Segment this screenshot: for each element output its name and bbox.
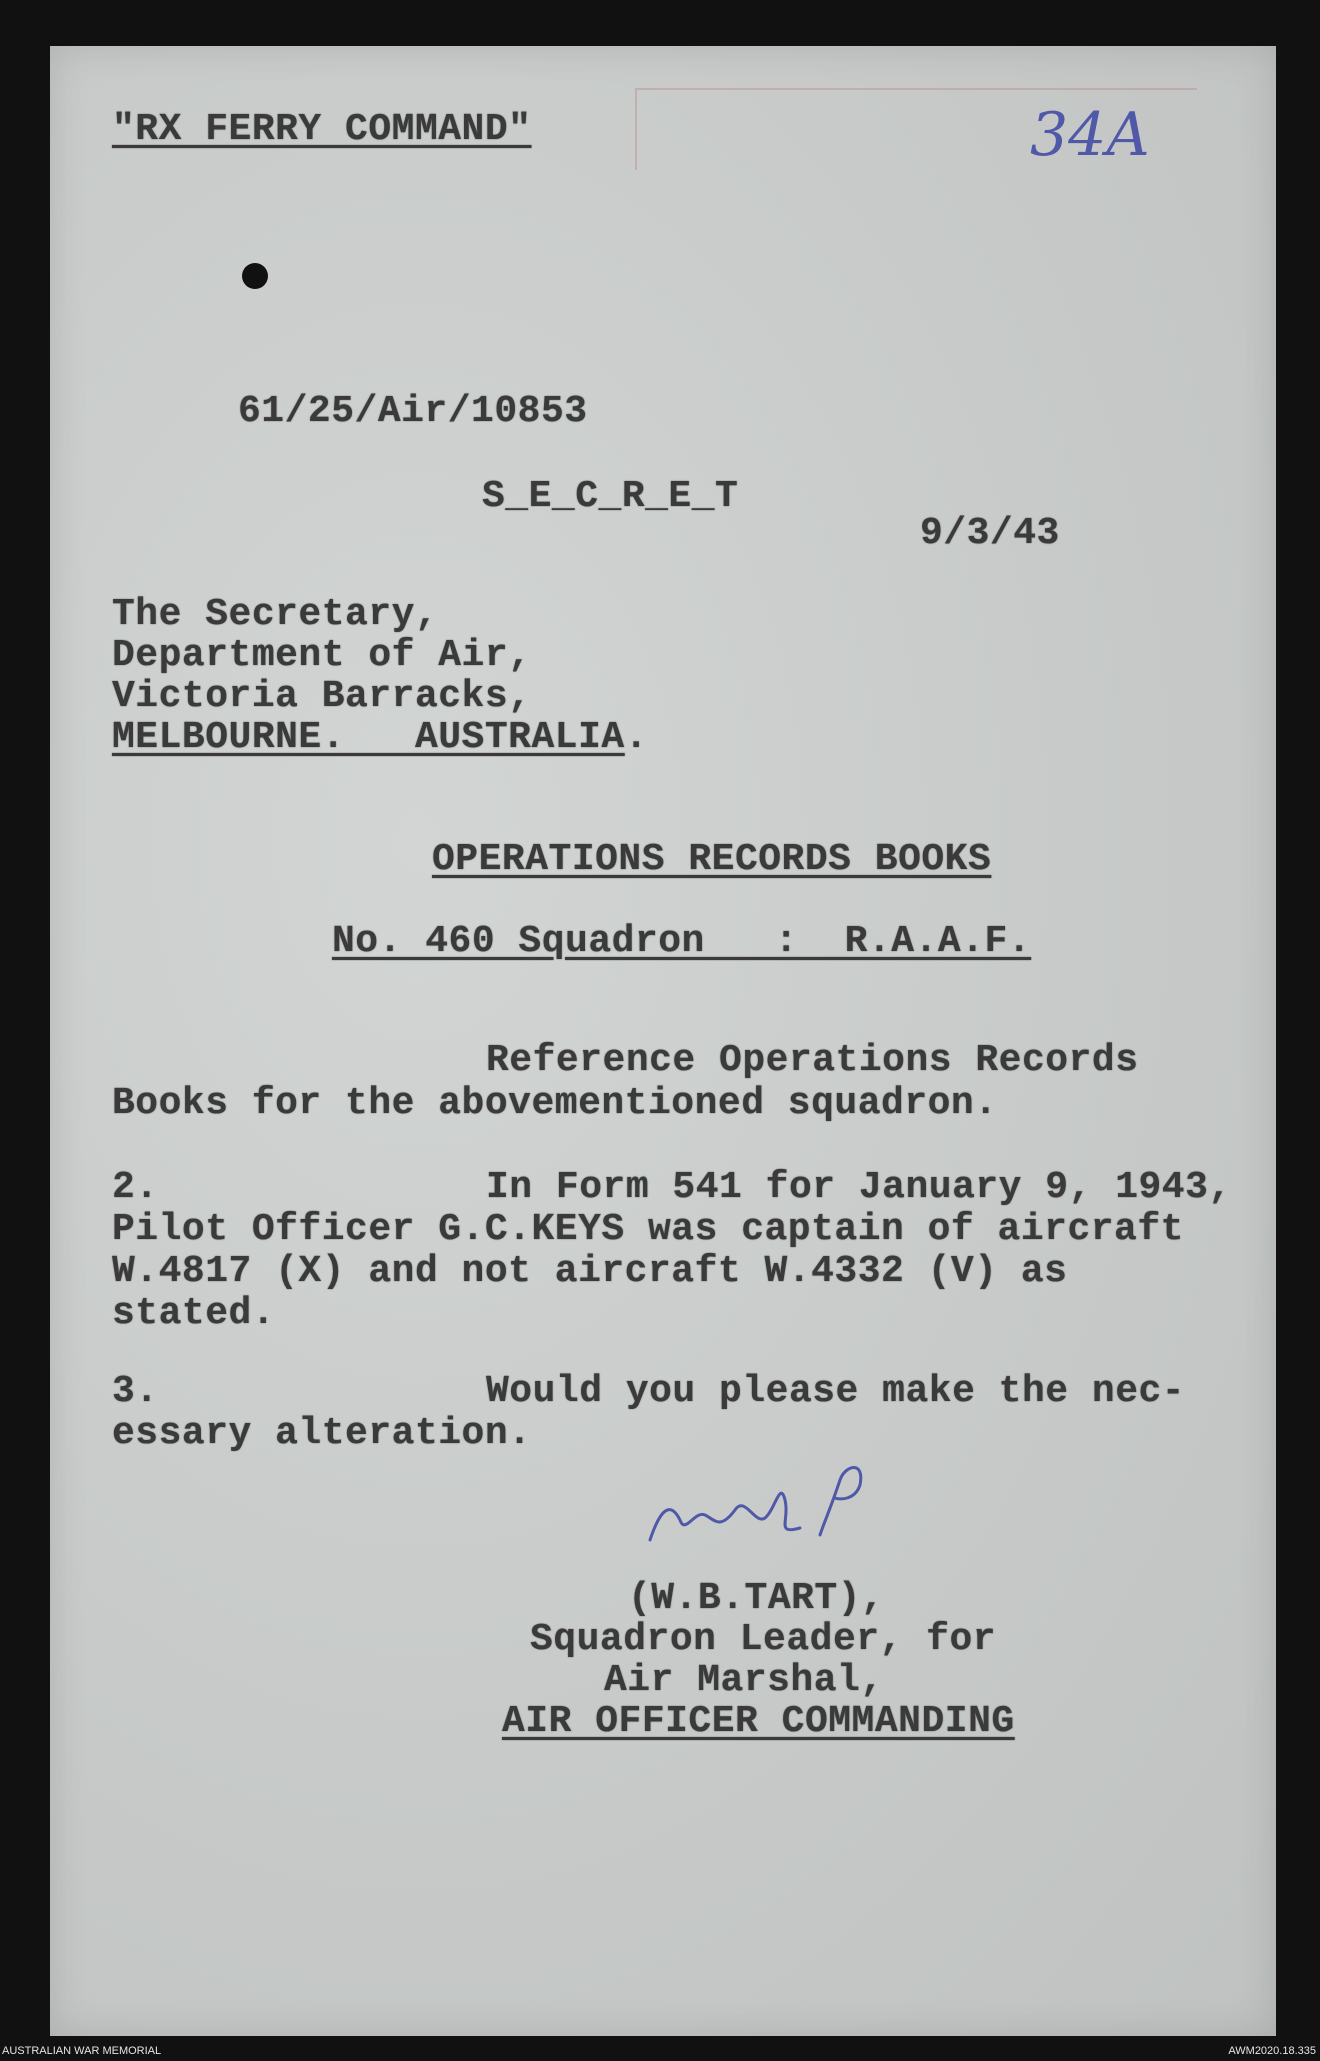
signatory-rank: Squadron Leader, for xyxy=(530,1618,997,1661)
para2-line-2: Pilot Officer G.C.KEYS was captain of aircraft xyxy=(112,1208,1184,1251)
addressee-line-4 xyxy=(112,716,648,759)
addressee-period: . xyxy=(624,716,648,759)
footer-accession-number: AWM2020.18.335 xyxy=(1228,2045,1316,2057)
addressee-line-2: Department of Air, xyxy=(112,634,532,677)
file-reference: 61/25/Air/10853 xyxy=(238,390,588,433)
subject-line-1: OPERATIONS RECORDS BOOKS xyxy=(432,838,992,881)
classification-secret: S_E_C_R_E_T xyxy=(482,475,739,518)
para3-line-2: essary alteration. xyxy=(112,1412,532,1455)
addressee-line-3: Victoria Barracks, xyxy=(112,675,532,718)
ferry-command-header: "RX FERRY COMMAND" xyxy=(112,108,532,151)
signatory-name: (W.B.TART), xyxy=(628,1577,885,1620)
para2-line-1: In Form 541 for January 9, 1943, xyxy=(486,1166,1232,1209)
signatory-office: AIR OFFICER COMMANDING xyxy=(502,1700,1015,1743)
para2-number: 2. xyxy=(112,1166,159,1209)
para1-line-1: Reference Operations Records xyxy=(486,1039,1139,1082)
signatory-title: Air Marshal, xyxy=(604,1659,884,1702)
letter-date: 9/3/43 xyxy=(920,512,1060,555)
subject-line-2: No. 460 Squadron : R.A.A.F. xyxy=(332,920,1032,963)
footer-institution: AUSTRALIAN WAR MEMORIAL xyxy=(2,2045,162,2057)
addressee-line-1: The Secretary, xyxy=(112,593,439,636)
para2-line-4: stated. xyxy=(112,1292,276,1335)
addressee-city: MELBOURNE. AUSTRALIA xyxy=(112,716,625,759)
para1-line-2: Books for the abovementioned squadron. xyxy=(112,1082,998,1125)
handwritten-folio-number: 34A xyxy=(1030,100,1150,170)
para3-number: 3. xyxy=(112,1370,159,1413)
punch-hole xyxy=(242,263,268,289)
para2-line-3: W.4817 (X) and not aircraft W.4332 (V) as xyxy=(112,1250,1068,1293)
para3-line-1: Would you please make the nec- xyxy=(486,1370,1186,1413)
handwritten-signature xyxy=(640,1440,940,1560)
